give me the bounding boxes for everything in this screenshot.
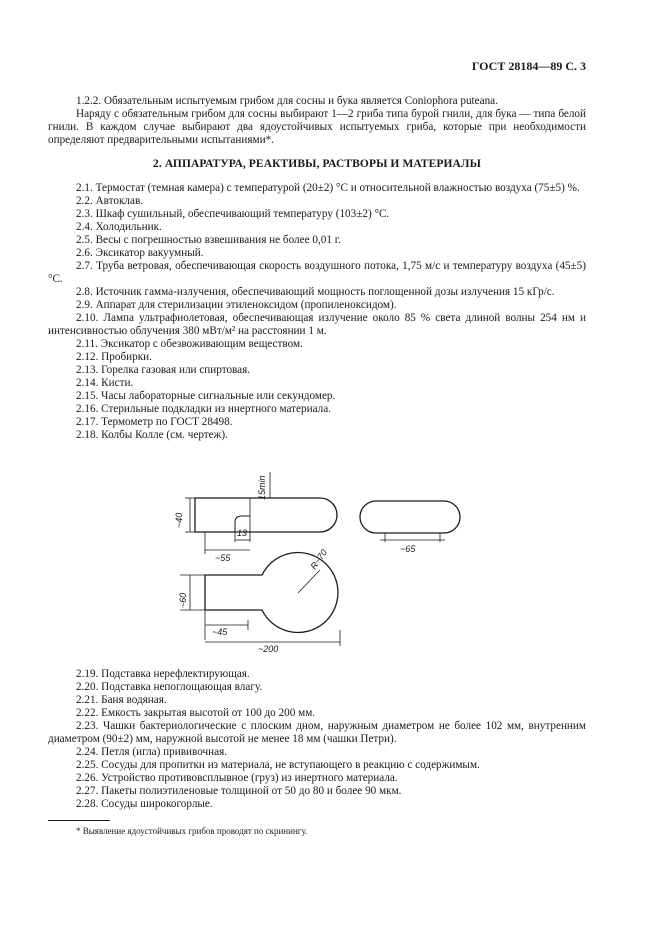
list-item: 2.5. Весы с погрешностью взвешивания не более 0,01 г.	[76, 234, 341, 246]
dim-label: R~70	[308, 547, 330, 572]
footnote: * Выявление ядоустойчивых грибов проводят по скринингу.	[76, 826, 308, 836]
list-item: 2.3. Шкаф сушильный, обеспечивающий температуру (103±2) °С.	[76, 208, 390, 220]
list-item: 2.22. Емкость закрытая высотой от 100 до 200 мм.	[76, 707, 316, 719]
footnote-rule	[48, 820, 110, 821]
items-list-b	[48, 668, 586, 811]
dim-label: ~65	[400, 544, 416, 554]
kolle-flask-drawing	[150, 470, 470, 660]
dim-label: ~200	[258, 644, 279, 654]
list-item: 2.9. Аппарат для стерилизации этиленоксидом (пропиленоксидом).	[76, 299, 397, 311]
paragraph: 1.2.2. Обязательным испытуемым грибом для сосны и бука является Coniophora puteana.	[76, 95, 498, 107]
dim-label: 13	[237, 528, 248, 538]
list-item: 2.19. Подставка нерефлектирующая.	[76, 668, 250, 680]
list-item: 2.1. Термостат (темная камера) с температурой (20±2) °С и относительной влажностью воздуха (75±5) %.	[76, 182, 580, 194]
flask-end-view	[360, 501, 460, 533]
list-item: 2.12. Пробирки.	[76, 351, 152, 363]
list-item: 2.18. Колбы Колле (см. чертеж).	[76, 429, 228, 441]
paragraph: Наряду с обязательным грибом для сосны выбирают 1—2 гриба типа бурой гнили, для бука — типа белой гнили. В каждом случае выбирают два ядоустойчивых испытуемых гриба, которые при необходимости определяют предварительными испытаниями*.	[48, 108, 586, 146]
list-item: 2.10. Лампа ультрафиолетовая, обеспечивающая излучение около 85 % света длиной волны 254 нм и интенсивностью облучения 380 мВт/м² на расстоянии 1 м.	[48, 312, 586, 337]
list-item: 2.16. Стерильные подкладки из инертного материала.	[76, 403, 332, 415]
list-item: 2.6. Эксикатор вакуумный.	[76, 247, 204, 259]
list-item: 2.23. Чашки бактериологические с плоским дном, наружным диаметром не более 102 мм, внутренним диаметром (90±2) мм, наружной высотой не менее 18 мм (чашки Петри).	[48, 720, 586, 745]
dim-label: 15min	[257, 475, 267, 500]
flask-top-view	[195, 498, 337, 532]
list-item: 2.2. Автоклав.	[76, 195, 144, 207]
list-item: 2.27. Пакеты полиэтиленовые толщиной от 50 до 80 и более 90 мкм.	[76, 785, 402, 797]
list-item: 2.26. Устройство противовсплывное (груз) из инертного материала.	[76, 772, 398, 784]
dim-label: ~40	[174, 512, 184, 528]
list-item: 2.15. Часы лабораторные сигнальные или секундомер.	[76, 390, 336, 402]
running-header: ГОСТ 28184—89 С. 3	[471, 59, 586, 73]
list-item: 2.28. Сосуды широкогорлые.	[76, 798, 213, 810]
section-title: 2. АППАРАТУРА, РЕАКТИВЫ, РАСТВОРЫ И МАТЕРИАЛЫ	[153, 158, 481, 170]
list-item: 2.13. Горелка газовая или спиртовая.	[76, 364, 251, 376]
list-item: 2.25. Сосуды для пропитки из материала, не вступающего в реакцию с содержимым.	[76, 759, 480, 771]
list-item: 2.8. Источник гамма-излучения, обеспечивающий мощность поглощенной дозы излучения 15 кГр/с.	[76, 286, 555, 298]
list-item: 2.24. Петля (игла) прививочная.	[76, 746, 228, 758]
dim-label: ~60	[178, 592, 188, 608]
list-item: 2.11. Эксикатор с обезвоживающим веществом.	[76, 338, 303, 350]
list-item: 2.17. Термометр по ГОСТ 28498.	[76, 416, 233, 428]
intro-block	[48, 95, 586, 147]
dim-label: ~55	[215, 553, 231, 563]
list-item: 2.20. Подставка непоглощающая влагу.	[76, 681, 263, 693]
list-item: 2.14. Кисти.	[76, 377, 134, 389]
list-item: 2.7. Труба ветровая, обеспечивающая скорость воздушного потока, 1,75 м/с и температуру воздуха (45±5) °С.	[48, 260, 586, 285]
dim-label: ~45	[212, 627, 228, 637]
list-item: 2.21. Баня водяная.	[76, 694, 167, 706]
items-list-a	[48, 182, 586, 442]
list-item: 2.4. Холодильник.	[76, 221, 162, 233]
